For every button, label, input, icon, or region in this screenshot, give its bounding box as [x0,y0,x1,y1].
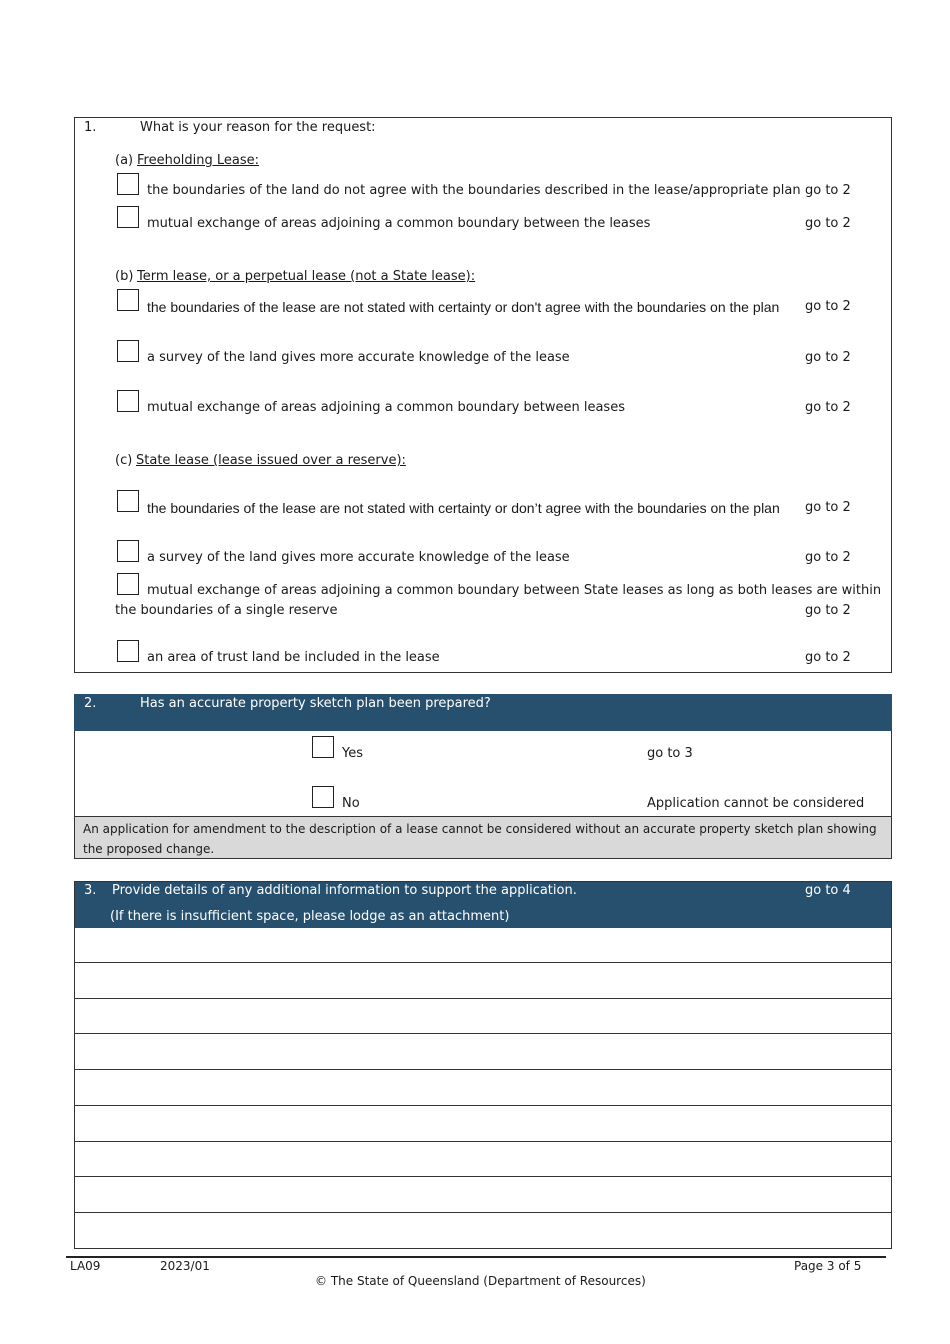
q1c-option4-label: an area of trust land be included in the lease [147,650,440,665]
footer-version: 2023/01 [160,1259,210,1273]
q3-goto: go to 4 [805,883,851,898]
q2-header [74,694,892,731]
q2-no-checkbox[interactable] [312,786,334,808]
q3-details-line[interactable] [74,1069,892,1070]
q1b-option3-label: mutual exchange of areas adjoining a common boundary between leases [147,400,625,415]
q1a-option2-goto: go to 2 [805,216,851,231]
q3-number: 3. [84,883,97,898]
q3-details-line[interactable] [74,1141,892,1142]
q1a-option1-checkbox[interactable] [117,173,139,195]
q1c-option3-label-cont: the boundaries of a single reserve [115,603,338,618]
q2-note: An application for amendment to the description of a lease cannot be considered without an accurate property sketch plan showing the proposed change. [75,816,891,858]
q3-details-line[interactable] [74,1105,892,1106]
q2-question: Has an accurate property sketch plan been prepared? [140,696,491,711]
q3-details-box [74,881,892,1249]
q1c-option4-goto: go to 2 [805,650,851,665]
q2-yes-checkbox[interactable] [312,736,334,758]
q1c-option3-label: mutual exchange of areas adjoining a common boundary between State leases as long as both leases are within [147,583,882,598]
q1a-option2-checkbox[interactable] [117,206,139,228]
q1b-option2-label: a survey of the land gives more accurate knowledge of the lease [147,350,570,365]
q2-yes-label: Yes [342,746,363,761]
q1a-option1-label: the boundaries of the land do not agree with the boundaries described in the lease/appropriate plan [147,183,801,198]
q3-details-line[interactable] [74,962,892,963]
q1b-option1-checkbox[interactable] [117,289,139,311]
q2-number: 2. [84,696,97,711]
q3-question: Provide details of any additional information to support the application. [112,883,577,898]
q1c-prefix: (c) [115,453,133,468]
q1b-prefix: (b) [115,269,134,284]
footer-form-code: LA09 [70,1259,101,1273]
q1b-option2-goto: go to 2 [805,350,851,365]
q3-details-line[interactable] [74,998,892,999]
q3-details-line[interactable] [74,1212,892,1213]
q1a-option2-label: mutual exchange of areas adjoining a common boundary between the leases [147,216,651,231]
q2-yes-goto: go to 3 [647,746,693,761]
q1-number: 1. [84,120,97,135]
q1c-option1-goto: go to 2 [805,500,851,515]
q1c-option2-checkbox[interactable] [117,540,139,562]
q1b-option1-label: the boundaries of the lease are not stated with certainty or don't agree with the boundaries on the plan [147,299,780,315]
q1c-option1-label: the boundaries of the lease are not stated with certainty or don’t agree with the boundaries on the plan [147,500,780,516]
q1c-option3-goto: go to 2 [805,603,851,618]
q1-question: What is your reason for the request: [140,120,376,135]
footer-page-number: Page 3 of 5 [794,1259,862,1273]
footer-copyright: © The State of Queensland (Department of Resources) [315,1274,646,1288]
q2-no-result: Application cannot be considered [647,796,865,811]
q1c-heading: State lease (lease issued over a reserve): [136,453,406,468]
q1c-option4-checkbox[interactable] [117,640,139,662]
q1c-option2-goto: go to 2 [805,550,851,565]
q3-subtext: (If there is insufficient space, please lodge as an attachment) [110,909,510,924]
q1a-option1-goto: go to 2 [805,183,851,198]
q1a-prefix: (a) [115,153,134,168]
q1b-heading: Term lease, or a perpetual lease (not a State lease): [137,269,476,284]
q1b-option2-checkbox[interactable] [117,340,139,362]
q1b-option1-goto: go to 2 [805,299,851,314]
q1a-heading: Freeholding Lease: [137,153,260,168]
q1c-option3-checkbox[interactable] [117,573,139,595]
q2-no-label: No [342,796,360,811]
q1c-option2-label: a survey of the land gives more accurate knowledge of the lease [147,550,570,565]
q3-details-line[interactable] [74,1176,892,1177]
q1b-option3-goto: go to 2 [805,400,851,415]
footer-rule [66,1256,886,1258]
q1c-option1-checkbox[interactable] [117,490,139,512]
q3-details-line[interactable] [74,1033,892,1034]
q1b-option3-checkbox[interactable] [117,390,139,412]
